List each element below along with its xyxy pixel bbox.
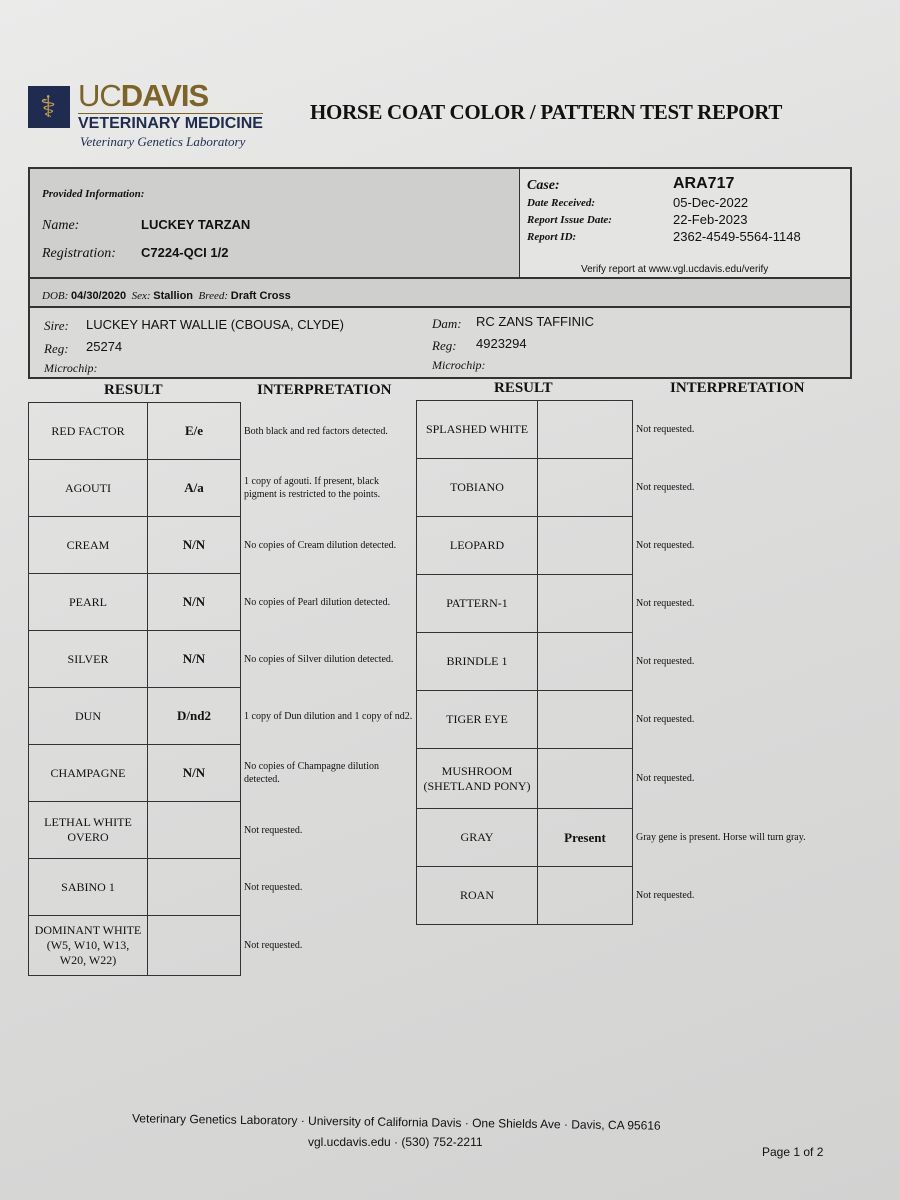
test-interpretation: Not requested. [633, 575, 841, 633]
test-row [417, 401, 841, 459]
test-result: N/N [148, 745, 241, 802]
test-interpretation: Not requested. [633, 749, 841, 809]
test-name: PATTERN-1 [417, 575, 538, 633]
test-row [417, 633, 841, 691]
sex-value: Stallion [153, 290, 194, 302]
test-interpretation: Not requested. [633, 867, 841, 925]
right-interpretation-header: INTERPRETATION [670, 380, 805, 396]
test-name: AGOUTI [29, 460, 148, 517]
left-result-header: RESULT [104, 382, 163, 398]
test-row [29, 517, 419, 574]
test-interpretation: Not requested. [633, 401, 841, 459]
test-name: CREAM [29, 517, 148, 574]
test-result: N/N [148, 631, 241, 688]
page-number: Page 1 of 2 [762, 1145, 824, 1159]
verify-link[interactable]: Verify report at www.vgl.ucdavis.edu/verify [581, 264, 769, 275]
test-name: GRAY [417, 809, 538, 867]
sire-label: Sire: [44, 318, 69, 333]
logo-davis: DAVIS [120, 78, 209, 113]
dob-value: 04/30/2020 [71, 290, 127, 302]
test-name: LETHAL WHITE OVERO [29, 802, 148, 859]
test-row [417, 459, 841, 517]
sire-microchip-label: Microchip: [44, 361, 98, 375]
test-name: CHAMPAGNE [29, 745, 148, 802]
test-result [148, 916, 241, 976]
case-label: Case: [527, 178, 560, 193]
report-id-value: 2362-4549-5564-1148 [673, 229, 801, 244]
test-row [417, 575, 841, 633]
test-row [29, 574, 419, 631]
test-name: DUN [29, 688, 148, 745]
report-id-label: Report ID: [527, 231, 577, 243]
logo-ucdavis [78, 78, 208, 114]
registration-label: Registration: [42, 246, 116, 261]
test-name: TIGER EYE [417, 691, 538, 749]
test-name: BRINDLE 1 [417, 633, 538, 691]
test-result: N/N [148, 574, 241, 631]
test-result [538, 867, 633, 925]
breed-label: Breed: [198, 290, 229, 302]
test-name: TOBIANO [417, 459, 538, 517]
test-name: MUSHROOM (SHETLAND PONY) [417, 749, 538, 809]
test-interpretation: 1 copy of Dun dilution and 1 copy of nd2. [241, 688, 419, 745]
test-interpretation: No copies of Cream dilution detected. [241, 517, 419, 574]
breed-value: Draft Cross [230, 290, 291, 302]
name-label: Name: [42, 218, 80, 233]
test-interpretation: Not requested. [241, 802, 419, 859]
test-name: PEARL [29, 574, 148, 631]
test-result [538, 633, 633, 691]
test-result: N/N [148, 517, 241, 574]
test-row [417, 749, 841, 809]
dam-reg-value: 4923294 [476, 336, 527, 351]
test-row [29, 802, 419, 859]
test-interpretation: Not requested. [633, 691, 841, 749]
caduceus-logo-icon: ⚕ [28, 86, 70, 128]
provided-label: Provided Information: [42, 188, 145, 200]
issue-date-value: 22-Feb-2023 [673, 212, 748, 227]
case-value: ARA717 [673, 175, 735, 192]
test-row [29, 859, 419, 916]
test-result: Present [538, 809, 633, 867]
horse-name: LUCKEY TARZAN [141, 217, 251, 232]
report-title: HORSE COAT COLOR / PATTERN TEST REPORT [310, 100, 783, 124]
right-results-table [416, 400, 840, 925]
test-interpretation: Not requested. [633, 633, 841, 691]
test-interpretation: No copies of Champagne dilution detected. [241, 745, 419, 802]
test-name: SILVER [29, 631, 148, 688]
sire-reg-label: Reg: [44, 341, 69, 356]
test-result [538, 575, 633, 633]
footer-contact: vgl.ucdavis.edu · (530) 752-2211 [308, 1135, 483, 1149]
date-received-label: Date Received: [527, 197, 596, 209]
left-results-table [28, 402, 418, 976]
test-row [417, 517, 841, 575]
test-interpretation: Not requested. [241, 859, 419, 916]
test-name: DOMINANT WHITE (W5, W10, W13, W20, W22) [29, 916, 148, 976]
test-row [417, 809, 841, 867]
divider [30, 277, 850, 279]
test-result [538, 749, 633, 809]
test-result [538, 691, 633, 749]
dob-label: DOB: [42, 290, 69, 302]
dam-reg-label: Reg: [432, 338, 457, 353]
right-result-header: RESULT [494, 380, 553, 396]
test-interpretation: 1 copy of agouti. If present, black pigment is restricted to the points. [241, 460, 419, 517]
test-row [29, 745, 419, 802]
sex-label: Sex: [131, 290, 151, 302]
test-interpretation: No copies of Pearl dilution detected. [241, 574, 419, 631]
test-result: E/e [148, 403, 241, 460]
dam-label: Dam: [432, 316, 462, 331]
test-row [29, 688, 419, 745]
footer-address: Veterinary Genetics Laboratory · University of California Davis · One Shields Ave · Davis, CA 95616 [131, 1111, 661, 1133]
sire-value: LUCKEY HART WALLIE (CBOUSA, CLYDE) [86, 317, 344, 332]
date-received-value: 05-Dec-2022 [673, 195, 749, 210]
logo-lab: Veterinary Genetics Laboratory [80, 134, 246, 149]
test-row [29, 460, 419, 517]
test-row [29, 403, 419, 460]
test-result: D/nd2 [148, 688, 241, 745]
test-name: RED FACTOR [29, 403, 148, 460]
logo-vet-med: VETERINARY MEDICINE [78, 115, 263, 132]
logo-uc: UC [78, 78, 121, 113]
test-result [148, 859, 241, 916]
test-result [538, 459, 633, 517]
test-row [417, 691, 841, 749]
issue-date-label: Report Issue Date: [527, 214, 612, 226]
dam-value: RC ZANS TAFFINIC [476, 314, 594, 329]
test-row [417, 867, 841, 925]
test-name: ROAN [417, 867, 538, 925]
test-name: SPLASHED WHITE [417, 401, 538, 459]
test-interpretation: Gray gene is present. Horse will turn gray. [633, 809, 841, 867]
test-interpretation: Not requested. [633, 459, 841, 517]
test-result [148, 802, 241, 859]
sire-reg-value: 25274 [86, 339, 123, 354]
test-name: SABINO 1 [29, 859, 148, 916]
test-interpretation: No copies of Silver dilution detected. [241, 631, 419, 688]
test-result: A/a [148, 460, 241, 517]
info-box [28, 167, 852, 379]
test-result [538, 517, 633, 575]
test-row [29, 916, 419, 976]
test-interpretation: Not requested. [241, 916, 419, 976]
test-name: LEOPARD [417, 517, 538, 575]
dam-microchip-label: Microchip: [432, 358, 486, 372]
test-interpretation: Both black and red factors detected. [241, 403, 419, 460]
registration-value: C7224-QCI 1/2 [141, 245, 229, 260]
left-interpretation-header: INTERPRETATION [257, 382, 392, 398]
test-interpretation: Not requested. [633, 517, 841, 575]
test-row [29, 631, 419, 688]
test-result [538, 401, 633, 459]
dob-row [42, 290, 291, 302]
